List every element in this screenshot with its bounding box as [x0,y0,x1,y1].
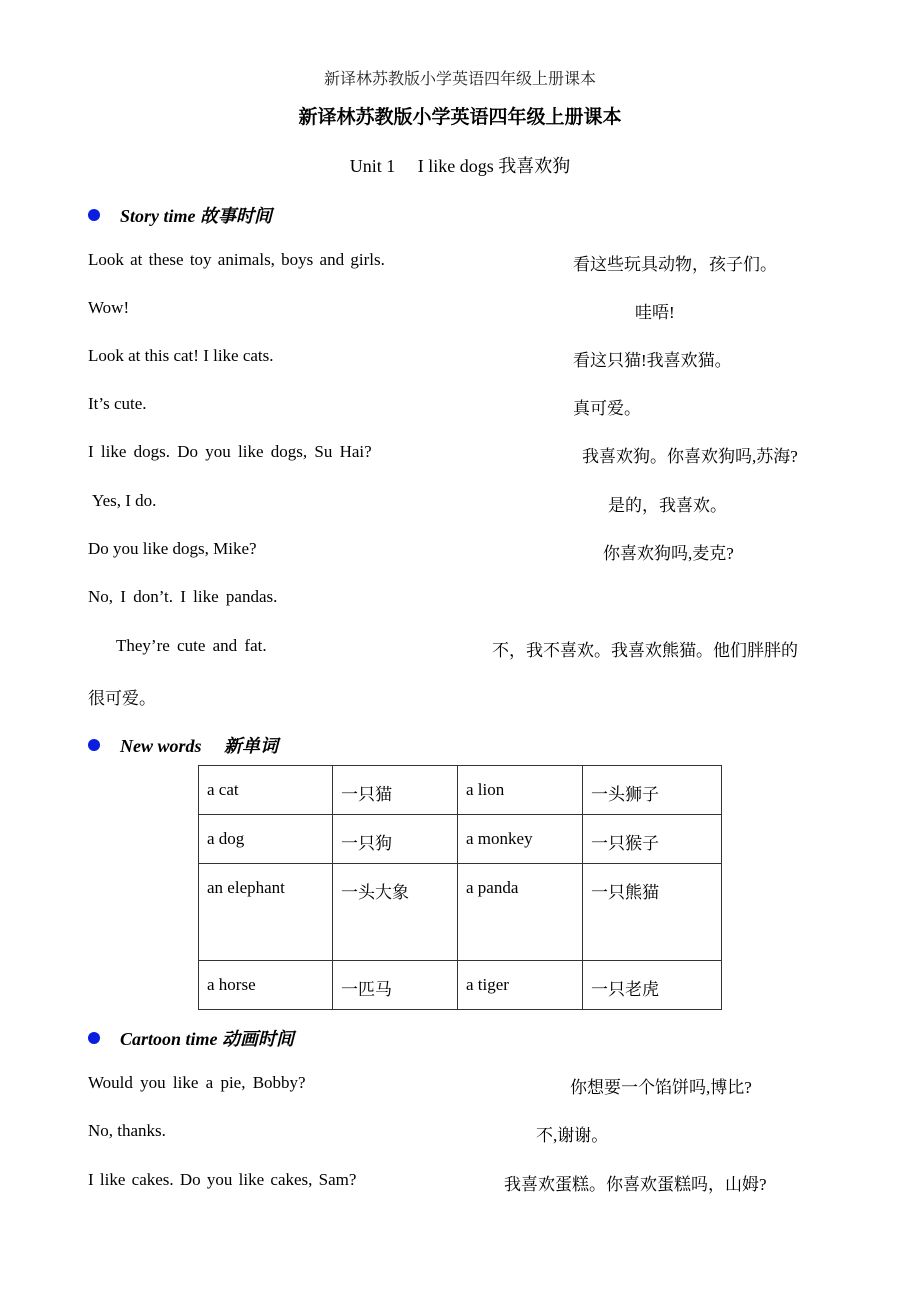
english-text: Look at this cat! I like cats. [88,346,274,365]
meaning-cell: 一只老虎 [583,961,722,1010]
english-text: I like cakes. Do you like cakes, Sam? [88,1170,357,1189]
section-heading: New words 新单词 [120,736,279,756]
bullet-icon [88,209,100,221]
table-row [199,815,722,864]
story-line [88,298,848,326]
chinese-text: 看这些玩具动物，孩子们。 [573,255,777,274]
story-line [88,442,848,470]
chinese-text: 哇唔! [635,303,675,322]
section-cartoon-time [88,1025,294,1051]
table-row [199,864,722,961]
chinese-text: 真可爱。 [573,399,641,418]
story-line [88,636,848,664]
chinese-text: 你喜欢狗吗,麦克? [603,544,734,563]
word-cell: a horse [199,961,333,1010]
english-text: I like dogs. Do you like dogs, Su Hai? [88,442,372,461]
chinese-text: 不,谢谢。 [536,1126,609,1145]
meaning-cell: 一头狮子 [583,766,722,815]
section-heading: Story time 故事时间 [120,206,272,226]
english-text: No, I don’t. I like pandas. [88,587,278,606]
word-cell: a panda [458,864,583,961]
table-row [199,961,722,1010]
bullet-icon [88,739,100,751]
meaning-cell: 一匹马 [333,961,458,1010]
chinese-text: 你想要一个馅饼吗,博比? [570,1078,752,1097]
english-text: They’re cute and fat. [116,636,267,655]
unit-title: Unit 1 I like dogs 我喜欢狗 [349,156,571,176]
chinese-text: 不，我不喜欢。我喜欢熊猫。他们胖胖的 [492,641,798,660]
word-cell: a tiger [458,961,583,1010]
english-text: Wow! [88,298,130,317]
story-line [88,491,848,519]
section-heading: Cartoon time 动画时间 [120,1029,295,1049]
english-text: Would you like a pie, Bobby? [88,1073,306,1092]
chinese-text: 是的，我喜欢。 [608,496,727,515]
chinese-text: 看这只猫!我喜欢猫。 [573,351,732,370]
section-new-words [88,732,278,758]
word-cell: a lion [458,766,583,815]
english-text: Look at these toy animals, boys and girls. [88,250,385,269]
chinese-text: 我喜欢蛋糕。你喜欢蛋糕吗，山姆? [504,1175,767,1194]
section-story-time [88,202,272,228]
bullet-icon [88,1032,100,1044]
meaning-cell: 一头大象 [333,864,458,961]
story-line [88,684,848,712]
chinese-text: 很可爱。 [88,689,156,708]
meaning-cell: 一只狗 [333,815,458,864]
table-row [199,766,722,815]
chinese-text: 我喜欢狗。你喜欢狗吗,苏海? [582,447,798,466]
word-cell: a dog [199,815,333,864]
story-line [88,346,848,374]
story-line [88,250,848,278]
word-cell: a monkey [458,815,583,864]
story-line [88,539,848,567]
wrapped-word: an elephant [207,878,285,897]
story-line [88,394,848,422]
english-text: It’s cute. [88,394,147,413]
word-cell: a cat [199,766,333,815]
word-cell [199,864,333,961]
english-text: No, thanks. [88,1121,166,1140]
cartoon-line [88,1073,848,1101]
english-text: Yes, I do. [92,491,157,510]
cartoon-line [88,1121,848,1149]
english-text: Do you like dogs, Mike? [88,539,257,558]
new-words-table [198,765,722,1010]
meaning-cell: 一只猴子 [583,815,722,864]
meaning-cell: 一只猫 [333,766,458,815]
story-line [88,587,848,615]
page-title: 新译林苏教版小学英语四年级上册课本 [298,107,622,128]
cartoon-line [88,1170,848,1198]
page-header: 新译林苏教版小学英语四年级上册课本 [323,71,596,88]
meaning-cell: 一只熊猫 [583,864,722,961]
